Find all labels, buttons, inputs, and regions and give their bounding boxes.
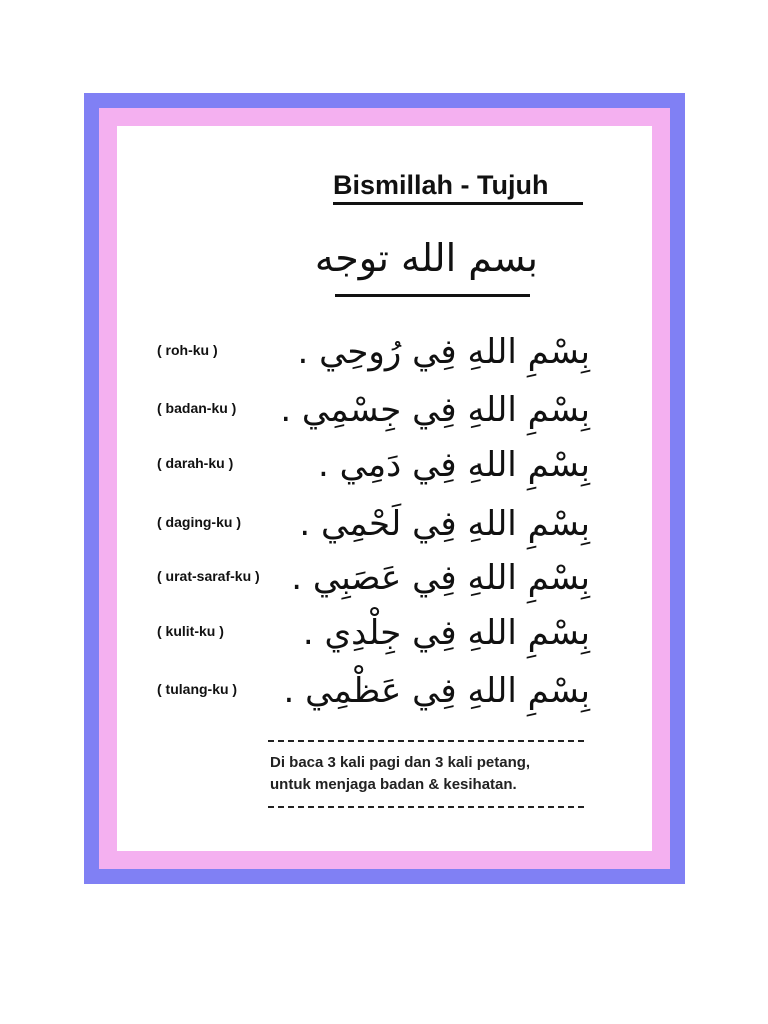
title-underline: [333, 202, 583, 205]
verse-arabic: بِسْمِ اللهِ فِي لَحْمِي .: [299, 504, 590, 544]
verse-label: ( roh-ku ): [157, 342, 218, 358]
verse-row: [0, 435, 768, 495]
reading-note: [270, 752, 590, 796]
verse-label: ( kulit-ku ): [157, 623, 224, 639]
verse-row: [0, 661, 768, 721]
verse-row: [0, 548, 768, 608]
verse-arabic: بِسْمِ اللهِ فِي عَصَبِي .: [291, 558, 590, 598]
verse-arabic: بِسْمِ اللهِ فِي رُوحِي .: [297, 332, 590, 372]
arabic-heading: بسم الله توجه: [314, 236, 538, 280]
verse-arabic: بِسْمِ اللهِ فِي جِلْدِي .: [302, 613, 590, 653]
verse-row: [0, 380, 768, 440]
verse-label: ( tulang-ku ): [157, 681, 238, 697]
verse-arabic: بِسْمِ اللهِ فِي دَمِي .: [317, 445, 590, 485]
verse-row: [0, 603, 768, 663]
verse-row: [0, 494, 768, 554]
verse-label: ( badan-ku ): [157, 400, 237, 416]
dashed-divider-bottom: [268, 806, 584, 808]
page-title: Bismillah - Tujuh: [333, 170, 549, 200]
verse-label: ( darah-ku ): [157, 455, 234, 471]
verse-arabic: بِسْمِ اللهِ فِي عَظْمِي .: [283, 671, 590, 711]
arabic-heading-underline: [335, 294, 530, 297]
verse-arabic: بِسْمِ اللهِ فِي جِسْمِي .: [280, 390, 590, 430]
verse-label: ( daging-ku ): [157, 514, 241, 530]
verse-row: [0, 322, 768, 382]
note-line-2: untuk menjaga badan & kesihatan.: [270, 776, 517, 793]
dashed-divider-top: [268, 740, 584, 742]
note-line-1: Di baca 3 kali pagi dan 3 kali petang,: [270, 754, 531, 771]
verse-label: ( urat-saraf-ku ): [157, 568, 260, 584]
